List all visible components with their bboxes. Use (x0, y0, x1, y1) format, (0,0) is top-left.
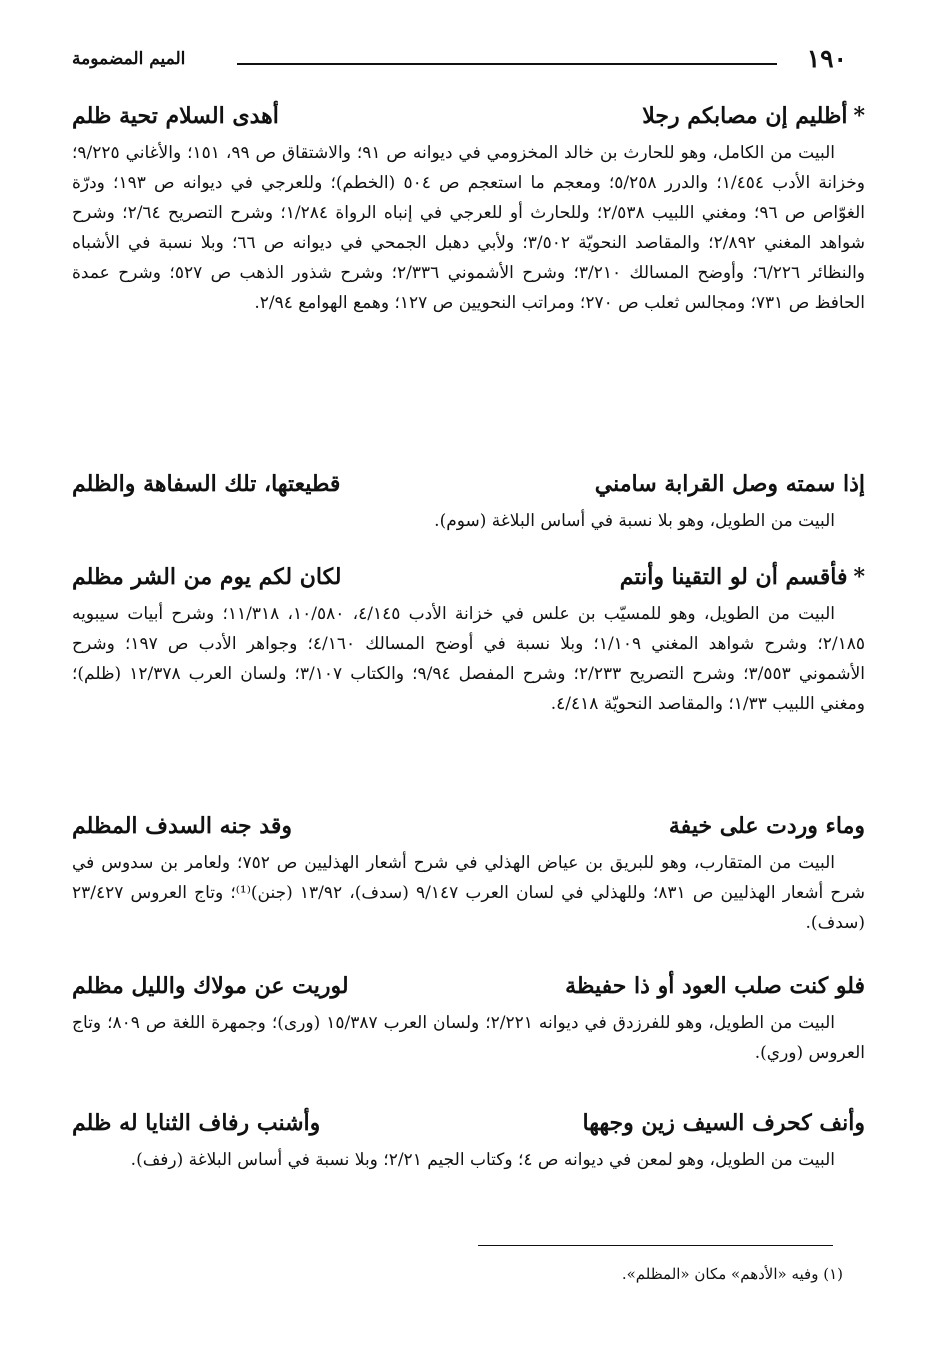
second-hemistich: أهدى السلام تحية ظلم (72, 103, 279, 129)
section-title: الميم المضمومة (72, 49, 186, 69)
verse-line (72, 1101, 865, 1145)
first-hemistich: *فأقسم أن لو التقينا وأنتم (619, 564, 865, 590)
verse-line (72, 964, 865, 1008)
second-hemistich: وأشنب رفاف الثنايا له ظلم (72, 1110, 321, 1136)
verse-line (72, 804, 865, 848)
footnote: (١) وفيه «الأدهم» مكان «المظلم». (621, 1265, 843, 1283)
first-hemistich: إذا سمته وصل القرابة سامني (594, 471, 865, 497)
second-hemistich: لكان لكم يوم من الشر مظلم (72, 564, 342, 590)
verse-entry (72, 94, 865, 318)
second-hemistich: لوريت عن مولاك والليل مظلم (72, 973, 349, 999)
second-hemistich: وقد جنه السدف المظلم (72, 813, 292, 839)
verse-commentary: البيت من الطويل، وهو للفرزدق في ديوانه ٢/٢٢١؛ ولسان العرب ١٥/٣٨٧ (ورى)؛ وجمهرة اللغة ص ٨٠٩؛ وتاج العروس (وري). (72, 1013, 865, 1063)
verse-entry (72, 555, 865, 719)
page-number: ١٩٠ (806, 44, 847, 73)
verse-entry (72, 462, 865, 536)
verse-commentary: البيت من الطويل، وهو لمعن في ديوانه ص ٤؛ وكتاب الجيم ٢/٢١؛ وبلا نسبة في أساس البلاغة (رفف). (130, 1150, 835, 1170)
verse-commentary: البيت من الطويل، وهو للمسيّب بن علس في خزانة الأدب ٤/١٤٥، ١٠/٥٨٠، ١١/٣١٨؛ وشرح أبيات سيبويه ٢/١٨٥؛ وشرح شواهد المغني ١/١٠٩؛ وبلا نسبة في أوضح المسالك ٤/١٦٠؛ وجواهر الأدب ص ١٩٧؛ وشرح الأشموني ٣/٥٥٣؛ وشرح التصريح ٢/٢٣٣؛ وشرح المفصل ٩/٩٤؛ والكتاب ٣/١٠٧؛ ولسان العرب ١٢/٣٧٨ (ظلم)؛ ومغني اللبيب ١/٣٣؛ والمقاصد النحويّة ٤/٤١٨. (72, 604, 866, 714)
verse-entry (72, 804, 865, 938)
verse-commentary: البيت من الكامل، وهو للحارث بن خالد المخزومي في ديوانه ص ٩١؛ والاشتقاق ص ٩٩، ١٥١؛ والأغاني ٩/٢٢٥؛ وخزانة الأدب ١/٤٥٤؛ والدرر ٥/٢٥٨؛ ومعجم ما استعجم ص ٥٠٤ (الخطم)؛ وللعرجي في ديوانه ص ١٩٣؛ ودرّة الغوّاص ص ٩٦؛ ومغني اللبيب ٢/٥٣٨؛ وللحارث أو للعرجي في إنباه الرواة ١/٢٨٤؛ وشرح التصريح ٢/٦٤؛ وشرح شواهد المغني ٢/٨٩٢؛ والمقاصد النحويّة ٣/٥٠٢؛ ولأبي دهبل الجمحي في ديوانه ص ٦٦؛ وبلا نسبة في الأشباه والنظائر ٦/٢٢٦؛ وأوضح المسالك ٣/٢١٠؛ وشرح الأشموني ٢/٣٣٦؛ وشرح شذور الذهب ص ٥٢٧؛ وشرح عمدة الحافظ ص ٧٣١؛ ومجالس ثعلب ص ٢٧٠؛ ومراتب النحويين ص ١٢٧؛ وهمع الهوامع ٢/٩٤. (72, 143, 866, 313)
header-rule (237, 63, 777, 65)
verse-line (72, 94, 865, 138)
verse-entry (72, 1101, 865, 1175)
verse-line (72, 462, 865, 506)
first-hemistich: فلو كنت صلب العود أو ذا حفيظة (565, 973, 865, 999)
first-hemistich: وماء وردت على خيفة (668, 813, 865, 839)
starred-verse-marker: * (853, 103, 865, 129)
verse-entry (72, 964, 865, 1068)
page-header (72, 44, 847, 74)
starred-verse-marker: * (853, 564, 865, 590)
first-hemistich: *أظليم إن مصابكم رجلا (642, 103, 865, 129)
first-hemistich: وأنف كحرف السيف زين وجهها (582, 1110, 865, 1136)
verse-commentary: البيت من المتقارب، وهو للبريق بن عياض الهذلي في شرح أشعار الهذليين ص ٧٥٢؛ ولعامر بن سدوس في شرح أشعار الهذليين ص ٨٣١؛ وللهذلي في لسان العرب ٩/١٤٧ (سدف)، ١٣/٩٢ (جنن)⁽¹⁾؛ وتاج العروس ٢٣/٤٢٧ (سدف). (72, 853, 865, 933)
verse-commentary: البيت من الطويل، وهو بلا نسبة في أساس البلاغة (سوم). (434, 511, 835, 531)
second-hemistich: قطيعتها، تلك السفاهة والظلم (72, 471, 341, 497)
footnote-rule (478, 1245, 833, 1246)
verse-line (72, 555, 865, 599)
